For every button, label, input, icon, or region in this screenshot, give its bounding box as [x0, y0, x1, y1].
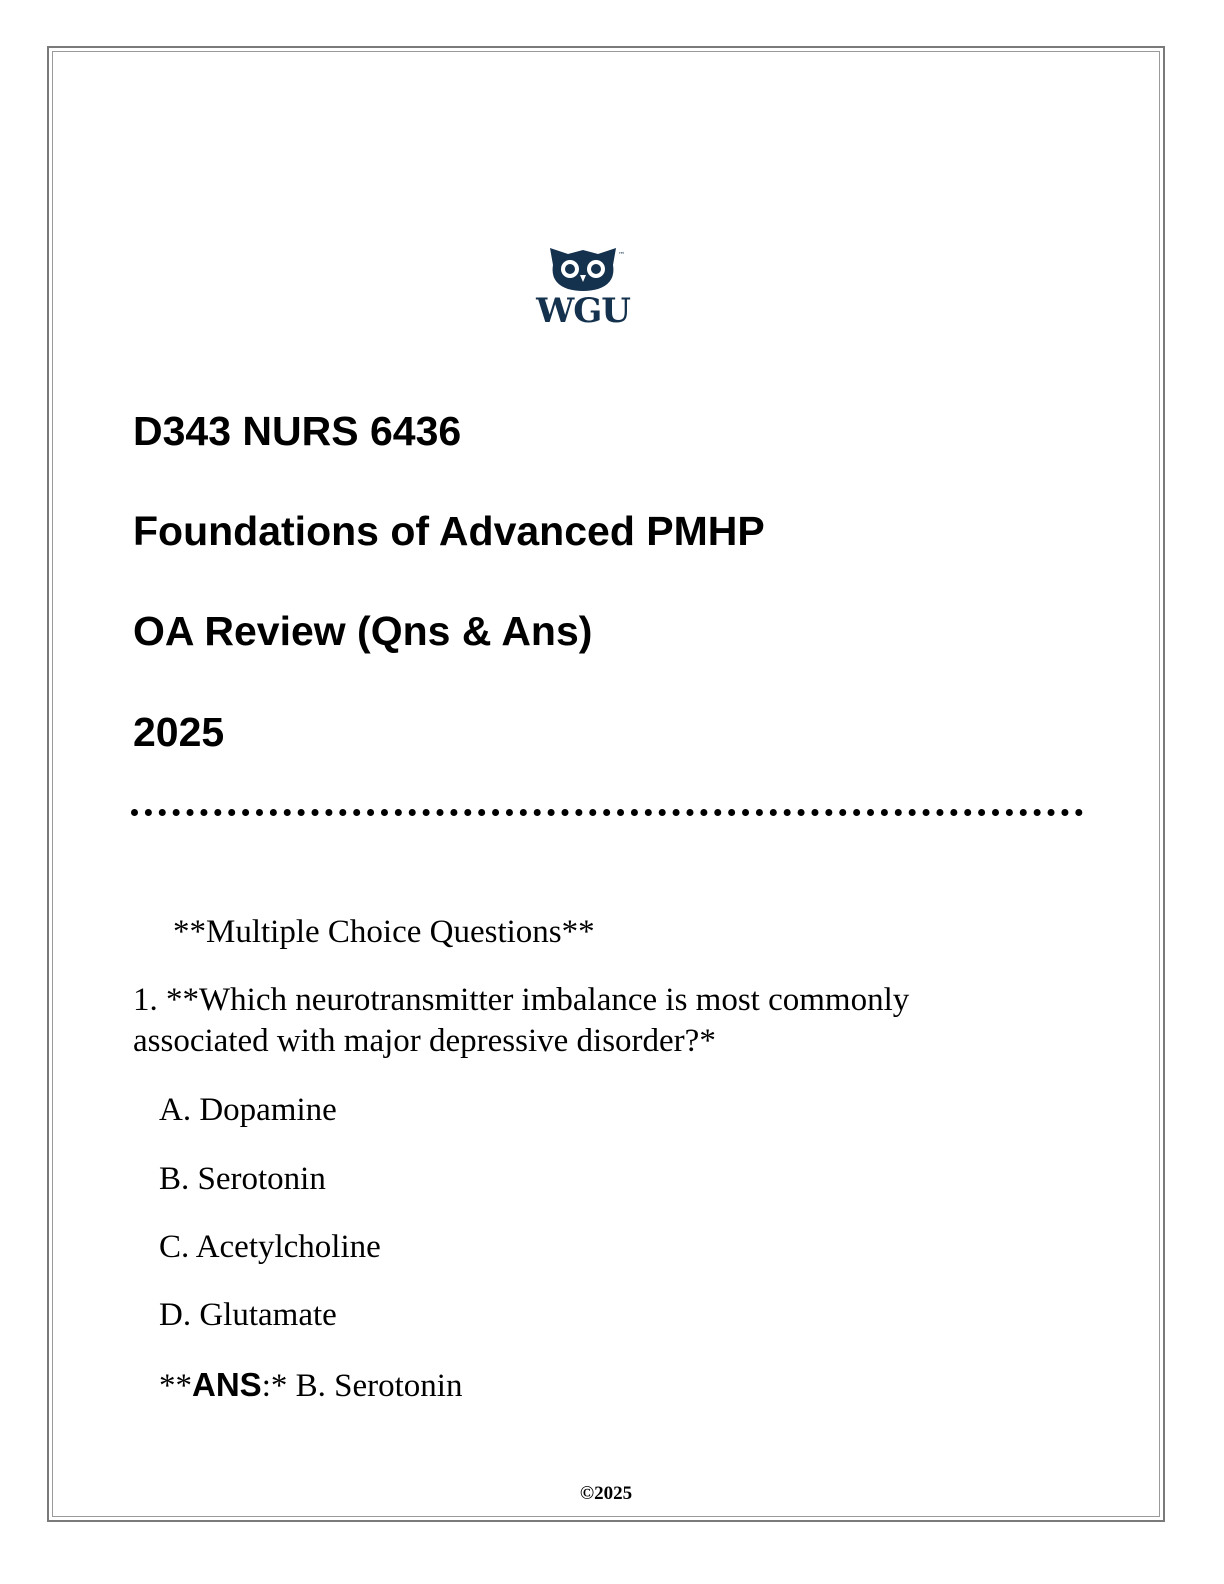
- option-d: D. Glutamate: [159, 1297, 337, 1333]
- owl-icon: [528, 245, 638, 293]
- answer-keyword: ANS: [192, 1366, 262, 1403]
- question-1: 1. **Which neurotransmitter imbalance is most commonly associated with major depressive disorder?*: [133, 982, 910, 1059]
- dotted-divider: [131, 809, 1083, 816]
- section-title: **Multiple Choice Questions**: [173, 914, 595, 950]
- logo-text: WGU: [536, 291, 630, 331]
- copyright-footer: ©2025: [579, 1483, 633, 1504]
- course-code-heading: D343 NURS 6436: [133, 408, 462, 454]
- year-heading: 2025: [133, 709, 225, 755]
- answer-prefix: **: [159, 1368, 192, 1404]
- option-b: B. Serotonin: [159, 1161, 326, 1197]
- answer-text: :* B. Serotonin: [261, 1368, 463, 1404]
- option-c: C. Acetylcholine: [159, 1229, 381, 1265]
- review-type-heading: OA Review (Qns & Ans): [133, 608, 593, 654]
- wgu-logo: [528, 245, 638, 335]
- answer-line: [159, 1364, 462, 1407]
- course-title-heading: Foundations of Advanced PMHP: [133, 508, 765, 554]
- trademark-mark: ™: [618, 251, 625, 259]
- option-a: A. Dopamine: [159, 1092, 337, 1128]
